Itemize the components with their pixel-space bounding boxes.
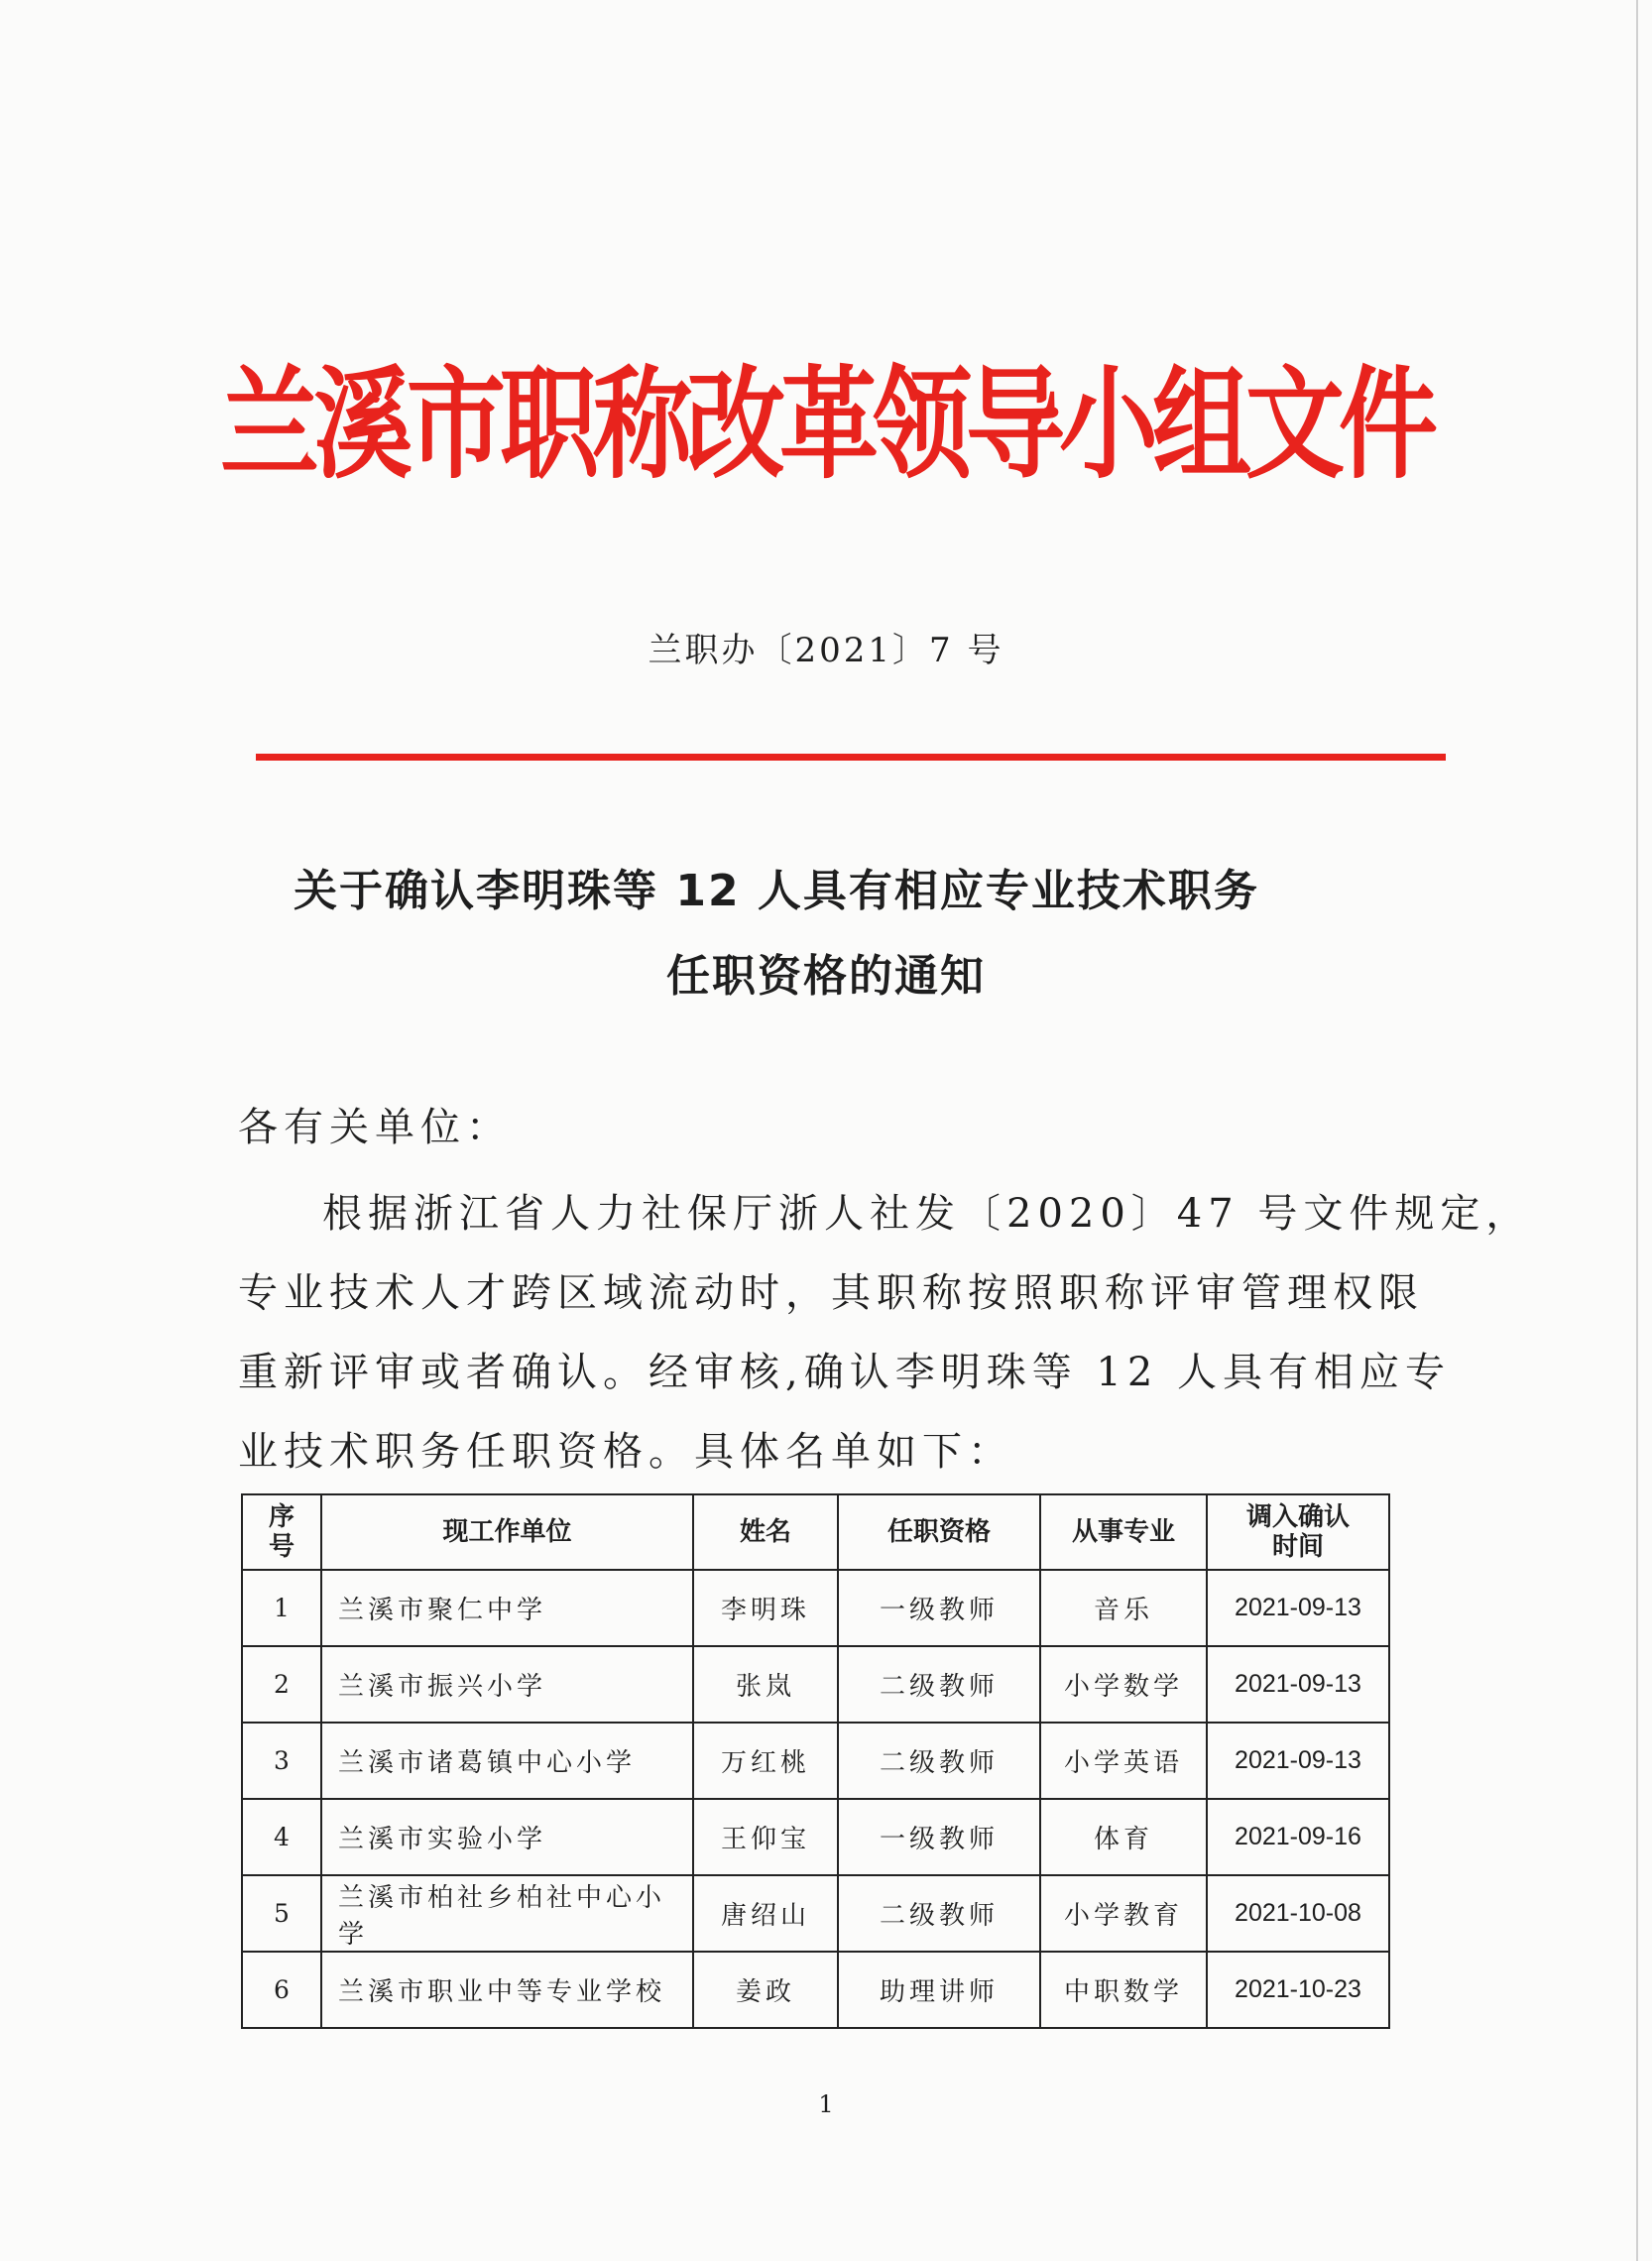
table-row: [242, 1723, 1389, 1799]
notice-title-line-2: 任职资格的通知: [666, 951, 986, 1002]
body-line: 重新评审或者确认。经审核,确认李明珠等 12 人具有相应专: [238, 1350, 1452, 1395]
cell-specialty: 小学教育: [1040, 1875, 1207, 1952]
header-specialty: 从事专业: [1040, 1494, 1207, 1570]
cell-date: 2021-09-16: [1207, 1799, 1389, 1875]
cell-seq: 1: [242, 1570, 321, 1646]
cell-unit: 兰溪市诸葛镇中心小学: [321, 1723, 693, 1799]
cell-unit: 兰溪市实验小学: [321, 1799, 693, 1875]
personnel-table: [241, 1493, 1390, 2029]
cell-unit: 兰溪市振兴小学: [321, 1646, 693, 1723]
table-row: [242, 1646, 1389, 1723]
cell-seq: 6: [242, 1952, 321, 2028]
table-row: [242, 1570, 1389, 1646]
table-row: [242, 1799, 1389, 1875]
cell-unit: 兰溪市职业中等专业学校: [321, 1952, 693, 2028]
cell-name: 姜政: [693, 1952, 838, 2028]
table-header-row: [242, 1494, 1389, 1570]
cell-seq: 2: [242, 1646, 321, 1723]
cell-seq: 5: [242, 1875, 321, 1952]
salutation: 各有关单位：: [238, 1105, 512, 1150]
cell-specialty: 音乐: [1040, 1570, 1207, 1646]
cell-name: 唐绍山: [693, 1875, 838, 1952]
cell-name: 王仰宝: [693, 1799, 838, 1875]
cell-seq: 4: [242, 1799, 321, 1875]
document-header-title: 兰溪市职称改革领导小组文件: [220, 353, 1432, 496]
cell-name: 李明珠: [693, 1570, 838, 1646]
cell-qualification: 助理讲师: [838, 1952, 1040, 2028]
cell-unit: 兰溪市柏社乡柏社中心小学: [321, 1875, 693, 1952]
document-number: 兰职办〔2021〕7 号: [648, 631, 1004, 670]
cell-qualification: 二级教师: [838, 1875, 1040, 1952]
cell-name: 张岚: [693, 1646, 838, 1723]
cell-specialty: 小学英语: [1040, 1723, 1207, 1799]
cell-name: 万红桃: [693, 1723, 838, 1799]
cell-unit: 兰溪市聚仁中学: [321, 1570, 693, 1646]
body-line: 专业技术人才跨区域流动时，其职称按照职称评审管理权限: [238, 1270, 1424, 1316]
cell-qualification: 二级教师: [838, 1723, 1040, 1799]
cell-date: 2021-10-08: [1207, 1875, 1389, 1952]
notice-title-line-1: 关于确认李明珠等 12 人具有相应专业技术职务: [294, 866, 1259, 916]
cell-date: 2021-09-13: [1207, 1723, 1389, 1799]
header-unit: 现工作单位: [321, 1494, 693, 1570]
header-seq: 序 号: [242, 1494, 321, 1570]
header-date: 调入确认 时间: [1207, 1494, 1389, 1570]
header-name: 姓名: [693, 1494, 838, 1570]
header-qualification: 任职资格: [838, 1494, 1040, 1570]
red-divider: [256, 754, 1446, 761]
cell-qualification: 一级教师: [838, 1570, 1040, 1646]
cell-seq: 3: [242, 1723, 321, 1799]
cell-date: 2021-09-13: [1207, 1570, 1389, 1646]
cell-qualification: 二级教师: [838, 1646, 1040, 1723]
body-line: 根据浙江省人力社保厅浙人社发〔2020〕47 号文件规定，: [322, 1191, 1532, 1237]
cell-specialty: 中职数学: [1040, 1952, 1207, 2028]
table-row: [242, 1952, 1389, 2028]
cell-date: 2021-09-13: [1207, 1646, 1389, 1723]
cell-specialty: 体育: [1040, 1799, 1207, 1875]
page-number: 1: [818, 2090, 834, 2118]
cell-date: 2021-10-23: [1207, 1952, 1389, 2028]
cell-specialty: 小学数学: [1040, 1646, 1207, 1723]
body-line: 业技术职务任职资格。具体名单如下：: [238, 1429, 1013, 1475]
table-row: [242, 1875, 1389, 1952]
cell-qualification: 一级教师: [838, 1799, 1040, 1875]
